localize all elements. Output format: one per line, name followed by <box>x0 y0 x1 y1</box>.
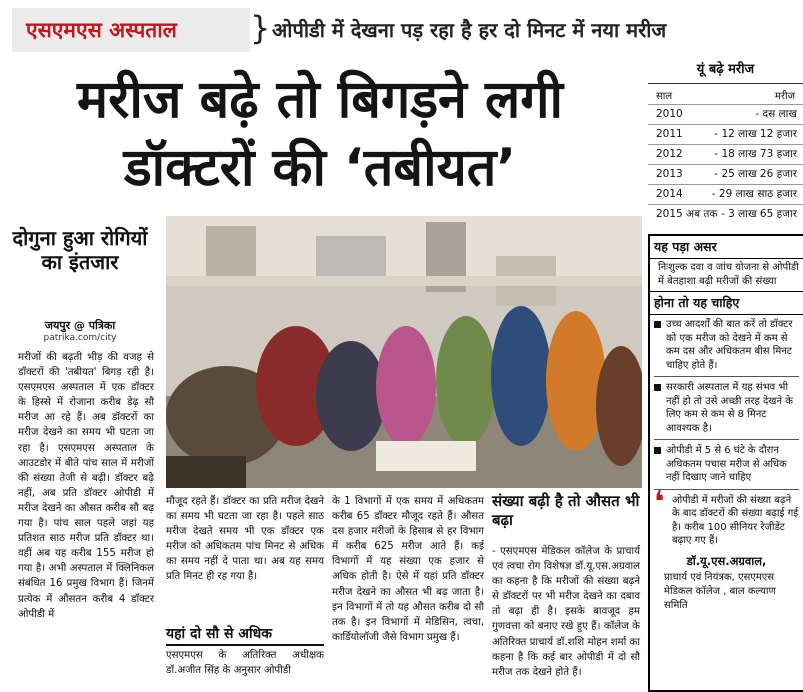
crowd-image <box>166 216 642 488</box>
sidebar-impact-text: निःशुल्क दवा व जांच योजना से ओपीडी में बेतहाशा बढ़ी मरीजों की संख्या <box>658 262 799 287</box>
sidebar-head-impact: यह पड़ा असर <box>650 236 803 259</box>
headline-line-2: डॉक्टरों की ‘तबीयत’ <box>123 138 517 198</box>
website-link[interactable]: patrika.com/city <box>43 333 117 343</box>
stats-row <box>648 184 803 204</box>
sidebar-bullet: ओपीडी में 5 से 6 घंटे के दौरान अधिकतम पचास मरीज से अधिक नहीं दिखाए जाने चाहिए <box>654 444 799 490</box>
quote-mark-icon: ❛ <box>654 484 665 520</box>
column-2-text: मौजूद रहते हैं। डॉक्टर का प्रति मरीज देखने का समय भी घटता जा रहा है। पहले साठ मरीज देखते समय भी एक डॉक्टर एक मरीज को अधिकतम पांच मिनट से अधिक का समय नहीं दे पाता था। अब यह समय प्रति मिनट ही रह गया है। <box>166 496 324 583</box>
hospital-photo <box>166 216 642 488</box>
stats-row <box>648 164 803 184</box>
stats-year: 2015 अब तक <box>656 208 718 220</box>
stats-year: 2013 <box>656 168 683 180</box>
stats-value: - 3 लाख 65 हजार <box>721 208 797 220</box>
brace-glyph: } <box>250 9 271 47</box>
quote-author: डॉ.यू.एस.अग्रवाल, <box>686 553 767 568</box>
column-4-text: - एसएमएस मेडिकल कॉलेज के प्राचार्य एवं त्वचा रोग विशेषज्ञ डॉ.यू.एस.अग्रवाल का कहना है कि मरीजों की संख्या बढ़ने से डॉक्टरों पर भी मरीज देखने का दबाव तो बढ़ा ही है। इसके बावजूद हम गुणवत्ता को बनाए रखे हुए हैं। कॉलेज के अतिरिक्त प्राचार्य डॉ.शशि मोहन शर्मा का कहना है कि कई बार ओपीडी में दो सौ मरीज तक देखने होते हैं। <box>492 546 640 678</box>
kicker-strip <box>0 0 803 62</box>
sidebar-head-should: होना तो यह चाहिए <box>650 291 803 315</box>
stats-value: - 12 लाख 12 हजार <box>714 128 797 140</box>
stats-row <box>648 104 803 124</box>
quote-author-role: प्राचार्य एवं नियंत्रक, एसएमएस मेडिकल कॉलेज , बाल कल्याण समिति <box>664 571 776 611</box>
left-headline: दोगुना हुआ रोगियों का इंतजार <box>12 226 148 274</box>
section-label: एसएमएस अस्पताल <box>12 8 250 52</box>
stats-year: 2012 <box>656 148 683 160</box>
left-column <box>0 216 160 692</box>
stats-year: 2014 <box>656 188 683 200</box>
main-headline <box>0 66 640 202</box>
stats-year: 2011 <box>656 128 683 140</box>
column-2-subhead: यहां दो सौ से अधिक <box>166 624 324 646</box>
stats-value: - 25 लाख 26 हजार <box>714 168 797 180</box>
stats-box <box>648 60 803 232</box>
stats-row <box>648 144 803 164</box>
column-2-text-2: एसएमएस के अतिरिक्त अधीक्षक डॉ.अजीत सिंह के अनुसार ओपीडी <box>166 650 324 677</box>
byline: जयपुर @ पत्रिका <box>44 319 116 332</box>
sidebar-bullet: उच्च आदर्शों की बात करें तो डॉक्टर को एक मरीज को देखने में कम से कम दस और अधिकतम बीस मिनट चाहिए होते हैं। <box>654 318 799 377</box>
stats-year: 2010 <box>656 108 683 120</box>
stats-row <box>648 204 803 224</box>
stats-header <box>648 90 803 104</box>
stats-value: - 18 लाख 73 हजार <box>714 148 797 160</box>
sidebar-bullet: सरकारी अस्पताल में यह संभव भी नहीं हो तो उसे अच्छी तरह देखने के लिए कम से कम से 8 मिनट आवश्यक है। <box>654 381 799 440</box>
headline-line-1: मरीज बढ़े तो बिगड़ने लगी <box>76 70 564 130</box>
column-3-text: के 1 विभागों में एक समय में अधिकतम करीब 65 डॉक्टर मौजूद रहते हैं। औसत दस हजार मरीजों के हिसाब से हर विभाग में करीब 625 मरीज आते हैं। कई विभागों में यह संख्या एक हजार से अधिक होती है। ऐसे में यहां प्रति डॉक्टर मरीज देखने का औसत भी बढ़ जाता है। इन विभागों में तो यह औसत करीब दो सौ तक है। इन विभागों में मेडिसिन, त्वचा, कार्डियोलॉजी जैसे विभाग प्रमुख हैं। <box>332 496 484 643</box>
sidebar-box <box>648 234 803 692</box>
sidebar-quote-text: ओपीडी में मरीजों की संख्या बढ़ने के बाद डॉक्टरों की संख्या बढ़ाई गई है। करीब 100 सीनियर रेजीडेंट बढ़ाए गए हैं। <box>672 494 799 546</box>
stats-col-patients: मरीज <box>774 91 795 102</box>
left-body-text: मरीजों की बढ़ती भीड़ की वजह से डॉक्टरों की 'तबीयत' बिगड़ रही है। एसएमएस अस्पताल में एक डॉक्टर के हिस्से में रोजाना करीब डेढ़ सौ मरीज आ रहे हैं। अब डॉक्टरों का मरीज देखने का समय भी घटता जा रहा है। एसएमएस अस्पताल के आउटडोर में बीते पांच साल में मरीजों की संख्या तेजी से बढ़ी। डॉक्टर बढ़े नहीं, अब प्रति डॉक्टर ओपीडी में मरीज देखने का औसत करीब सौ बढ़ गया है। पांच साल पहले जहां यह प्रतिशत साठ मरीज प्रति डॉक्टर था। वहीं अब यह करीब 155 मरीज हो गया है। अभी अस्पताल में क्लिनिकल संबंधित 16 प्रमुख विभाग हैं। जिनमें प्रत्येक में औसतन करीब 4 डॉक्टर ओपीडी में <box>18 352 154 620</box>
stats-value: - दस लाख <box>755 108 797 120</box>
kicker-subtitle: ओपीडी में देखना पड़ रहा है हर दो मिनट में नया मरीज <box>272 18 667 42</box>
stats-value: - 29 लाख साठ हजार <box>711 188 797 200</box>
stats-row <box>648 124 803 144</box>
column-4-headline: संख्या बढ़ी है तो औसत भी बढ़ा <box>492 492 640 529</box>
sidebar-quote <box>650 484 803 548</box>
stats-col-year: साल <box>656 91 673 102</box>
stats-title: यूं बढ़े मरीज <box>648 60 803 84</box>
